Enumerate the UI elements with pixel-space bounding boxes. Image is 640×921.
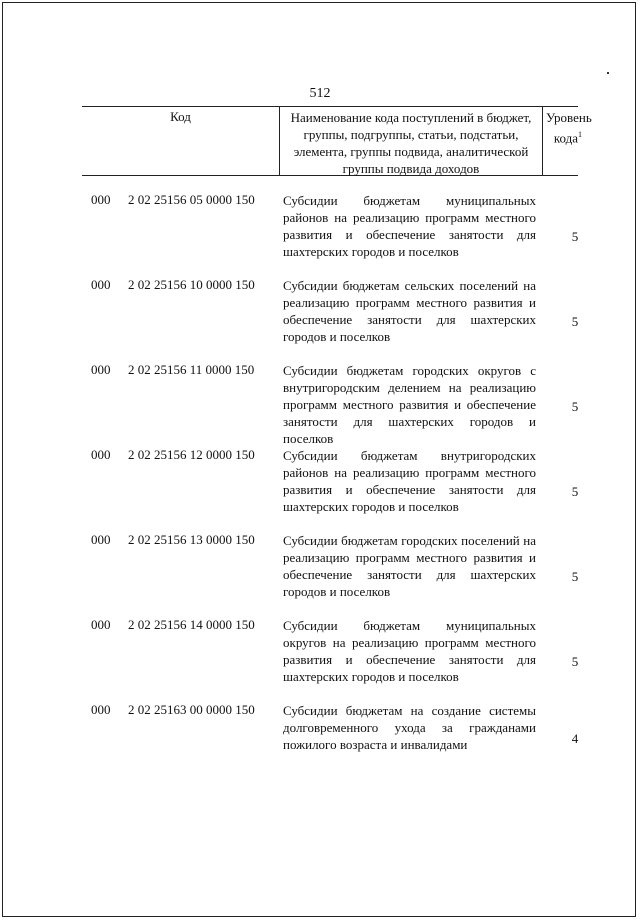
row-code: 2 02 25163 00 0000 150 bbox=[128, 702, 255, 717]
row-level: 5 bbox=[571, 654, 579, 669]
row-description: Субсидии бюджетам городских поселений на реализацию программ местного развития и обеспечение занятости для шахтерских городов и поселков bbox=[283, 533, 536, 599]
row-prefix: 000 bbox=[91, 532, 111, 547]
header-level-label: Уровень кода bbox=[546, 110, 592, 146]
row-level: 5 bbox=[571, 314, 579, 329]
header-code: Код bbox=[170, 109, 191, 124]
row-prefix: 000 bbox=[91, 362, 111, 377]
row-description: Субсидии бюджетам муниципальных округов на реализацию программ местного развития и обеспечение занятости для шахтерских городов и поселков bbox=[283, 618, 536, 684]
row-prefix: 000 bbox=[91, 617, 111, 632]
row-description: Субсидии бюджетам городских округов с внутригородским делением на реализацию программ местного развития и обеспечение занятости для шахтерских городов и поселков bbox=[283, 363, 536, 446]
row-level: 5 bbox=[571, 484, 579, 499]
row-description: Субсидии бюджетам на создание системы долговременного ухода за гражданами пожилого возраста и инвалидами bbox=[283, 703, 536, 752]
row-prefix: 000 bbox=[91, 447, 111, 462]
row-code: 2 02 25156 11 0000 150 bbox=[128, 362, 255, 377]
header-level-footnote: 1 bbox=[578, 130, 582, 139]
row-description: Субсидии бюджетам сельских поселений на реализацию программ местного развития и обеспечение занятости для шахтерских городов и поселков bbox=[283, 278, 536, 344]
row-code: 2 02 25156 12 0000 150 bbox=[128, 447, 255, 462]
row-level: 5 bbox=[571, 229, 579, 244]
row-prefix: 000 bbox=[91, 702, 111, 717]
row-prefix: 000 bbox=[91, 277, 111, 292]
row-description: Субсидии бюджетам муниципальных районов на реализацию программ местного развития и обеспечение занятости для шахтерских городов и поселков bbox=[283, 193, 536, 259]
row-code: 2 02 25156 05 0000 150 bbox=[128, 192, 255, 207]
row-code: 2 02 25156 14 0000 150 bbox=[128, 617, 255, 632]
table-header bbox=[82, 106, 592, 176]
row-code: 2 02 25156 13 0000 150 bbox=[128, 532, 255, 547]
speck bbox=[607, 72, 609, 74]
header-name: Наименование кода поступлений в бюджет, группы, подгруппы, статьи, подстатьи, элемента, группы подвида, аналитической группы подвида доходов bbox=[279, 107, 542, 175]
header-level bbox=[546, 109, 592, 146]
row-description: Субсидии бюджетам внутригородских районов на реализацию программ местного развития и обеспечение занятости для шахтерских городов и поселков bbox=[283, 448, 536, 514]
row-code: 2 02 25156 10 0000 150 bbox=[128, 277, 255, 292]
header-divider bbox=[542, 107, 543, 175]
row-level: 5 bbox=[571, 399, 579, 414]
row-level: 4 bbox=[571, 731, 579, 746]
row-prefix: 000 bbox=[91, 192, 111, 207]
row-level: 5 bbox=[571, 569, 579, 584]
page-number: 512 bbox=[309, 86, 331, 101]
